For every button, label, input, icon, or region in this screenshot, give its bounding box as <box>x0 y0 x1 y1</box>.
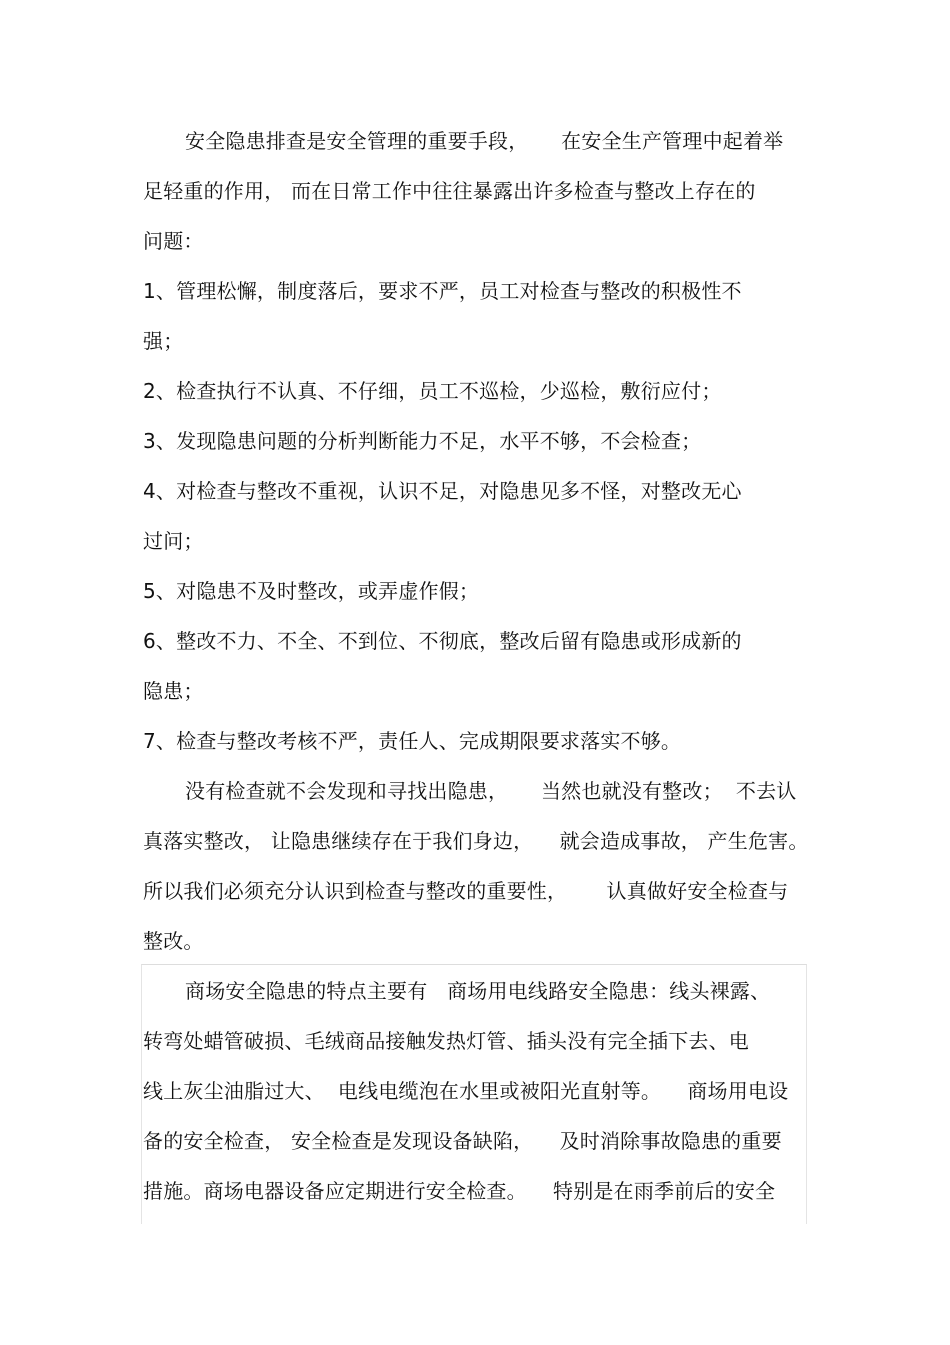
paragraph-2-line-2: 真落实整改， 让隐患继续存在于我们身边， 就会造成事故， 产生危害。 <box>143 829 809 853</box>
paragraph-3-line-4: 备的安全检查， 安全检查是发现设备缺陷， 及时消除事故隐患的重要 <box>143 1129 782 1153</box>
paragraph-2-line-3: 所以我们必须充分认识到检查与整改的重要性， 认真做好安全检查与 <box>143 879 789 903</box>
paragraph-2-line-1: 没有检查就不会发现和寻找出隐患， 当然也就没有整改； 不去认 <box>185 779 797 803</box>
list-item-5: 5、对隐患不及时整改，或弄虚作假； <box>143 579 480 603</box>
paragraph-1-line-2: 足轻重的作用， 而在日常工作中往往暴露出许多检查与整改上存在的 <box>143 179 756 203</box>
list-item-6: 6、整改不力、不全、不到位、不彻底，整改后留有隐患或形成新的 <box>143 629 742 653</box>
list-item-1-continuation: 强； <box>143 329 184 353</box>
list-item-6-continuation: 隐患； <box>143 679 204 703</box>
paragraph-3-line-5: 措施。商场电器设备应定期进行安全检查。 特别是在雨季前后的安全 <box>143 1179 776 1203</box>
paragraph-3-line-1: 商场安全隐患的特点主要有 商场用电线路安全隐患：线头裸露、 <box>185 979 771 1003</box>
paragraph-2-line-4: 整改。 <box>143 929 204 953</box>
paragraph-1-line-1: 安全隐患排查是安全管理的重要手段， 在安全生产管理中起着举 <box>185 129 784 153</box>
paragraph-3-line-2: 转弯处蜡管破损、毛绒商品接触发热灯管、插头没有完全插下去、电 <box>143 1029 749 1053</box>
paragraph-3-line-3: 线上灰尘油脂过大、 电线电缆泡在水里或被阳光直射等。 商场用电设 <box>143 1079 789 1103</box>
list-item-4-continuation: 过问； <box>143 529 204 553</box>
list-item-3: 3、发现隐患问题的分析判断能力不足，水平不够，不会检查； <box>143 429 702 453</box>
paragraph-1-line-3: 问题： <box>143 229 204 253</box>
list-item-1: 1、管理松懈，制度落后，要求不严，员工对检查与整改的积极性不 <box>143 279 742 303</box>
list-item-2: 2、检查执行不认真、不仔细，员工不巡检，少巡检，敷衍应付； <box>143 379 722 403</box>
list-item-7: 7、检查与整改考核不严，责任人、完成期限要求落实不够。 <box>143 729 682 753</box>
list-item-4: 4、对检查与整改不重视，认识不足，对隐患见多不怪，对整改无心 <box>143 479 742 503</box>
